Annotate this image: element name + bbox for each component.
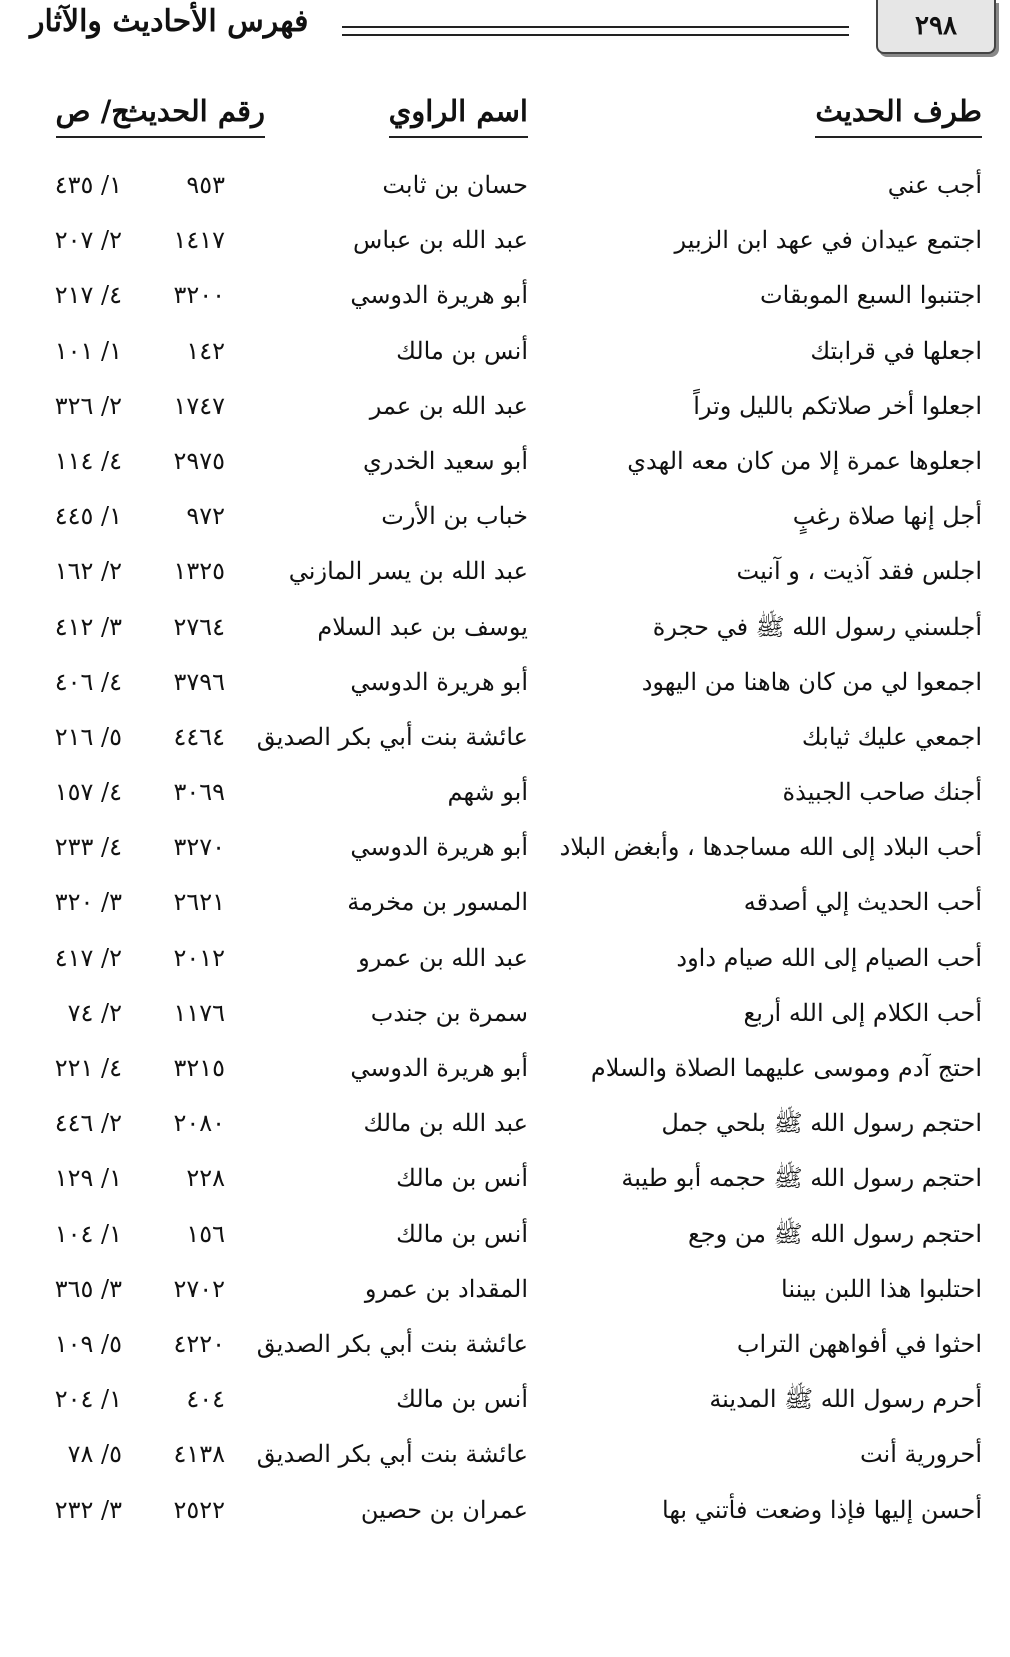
hadith-number: ٤٤٦٤ — [173, 722, 225, 751]
hadith-tarf: اجعلوا أخر صلاتكم بالليل وتراً — [693, 391, 982, 420]
volume-page: ٤/ ١١٤ — [54, 446, 122, 475]
table-row — [0, 268, 1010, 323]
table-body — [0, 158, 1010, 1538]
hadith-number: ٤١٣٨ — [173, 1440, 225, 1469]
table-header-row — [0, 86, 1010, 158]
hadith-number: ٩٥٣ — [186, 171, 225, 199]
narrator-name: خباب بن الأرت — [381, 502, 528, 531]
narrator-name: المقداد بن عمرو — [364, 1274, 528, 1303]
table-row — [0, 655, 1010, 710]
narrator-name: عائشة بنت أبي بكر الصديق — [256, 1440, 528, 1469]
narrator-name: عمران بن حصين — [360, 1495, 528, 1524]
volume-page: ٢/ ٧٤ — [67, 998, 122, 1027]
volume-page: ٢/ ٣٢٦ — [54, 391, 122, 420]
header-rule — [342, 26, 849, 36]
narrator-name: عائشة بنت أبي بكر الصديق — [256, 1329, 528, 1358]
hadith-tarf: احتلبوا هذا اللبن بيننا — [781, 1274, 982, 1303]
column-header-rawi: اسم الراوي — [389, 86, 528, 138]
narrator-name: أبو هريرة الدوسي — [350, 667, 528, 696]
volume-page: ٢/ ٤٤٦ — [54, 1109, 122, 1138]
volume-page: ٤/ ٢٢١ — [54, 1054, 122, 1082]
table-row — [0, 544, 1010, 599]
volume-page: ٥/ ٢١٦ — [54, 722, 122, 751]
hadith-index-table — [0, 86, 1010, 1538]
page-header — [0, 0, 1010, 60]
narrator-name: يوسف بن عبد السلام — [317, 612, 528, 641]
table-row — [0, 1262, 1010, 1317]
hadith-tarf: احتجم رسول الله ﷺ حجمه أبو طيبة — [621, 1164, 982, 1193]
hadith-number: ٣٧٩٦ — [173, 667, 225, 696]
hadith-number: ٩٧٢ — [186, 502, 225, 531]
hadith-number: ٣٠٦٩ — [173, 778, 225, 807]
table-row — [0, 1483, 1010, 1538]
table-row — [0, 489, 1010, 544]
narrator-name: عبد الله بن مالك — [363, 1109, 528, 1138]
table-row — [0, 1151, 1010, 1206]
hadith-number: ١١٧٦ — [173, 998, 225, 1027]
hadith-number: ٢٩٧٥ — [173, 446, 225, 475]
hadith-number: ٣٢٠٠ — [173, 281, 225, 310]
narrator-name: أنس بن مالك — [396, 336, 528, 365]
volume-page: ٣/ ٤١٢ — [54, 612, 122, 641]
volume-page: ١/ ١٠٤ — [54, 1219, 122, 1248]
column-header-number: رقم الحديث — [120, 86, 265, 138]
table-row — [0, 1041, 1010, 1096]
narrator-name: عبد الله بن عباس — [353, 226, 528, 255]
narrator-name: عائشة بنت أبي بكر الصديق — [256, 722, 528, 751]
table-row — [0, 765, 1010, 820]
table-row — [0, 158, 1010, 213]
narrator-name: أنس بن مالك — [396, 1385, 528, 1414]
volume-page: ٤/ ٢٣٣ — [54, 833, 122, 862]
narrator-name: عبد الله بن عمرو — [358, 943, 528, 972]
volume-page: ٤/ ١٥٧ — [54, 778, 122, 807]
table-row — [0, 820, 1010, 875]
column-header-tarf: طرف الحديث — [815, 86, 982, 138]
hadith-tarf: أجب عني — [887, 171, 982, 199]
hadith-tarf: اجتمع عيدان في عهد ابن الزبير — [674, 226, 982, 255]
table-row — [0, 379, 1010, 434]
hadith-number: ١٣٢٥ — [173, 557, 225, 586]
narrator-name: أبو سعيد الخدري — [363, 446, 528, 475]
hadith-number: ٢٠١٢ — [173, 943, 225, 972]
narrator-name: حسان بن ثابت — [382, 171, 528, 199]
narrator-name: أبو شهم — [447, 778, 528, 807]
hadith-tarf: أجنك صاحب الجبيذة — [782, 778, 982, 807]
volume-page: ٥/ ١٠٩ — [54, 1329, 122, 1358]
hadith-tarf: أحرورية أنت — [859, 1440, 982, 1469]
table-row — [0, 600, 1010, 655]
narrator-name: عبد الله بن يسر المازني — [288, 557, 528, 586]
volume-page: ٤/ ٢١٧ — [54, 281, 122, 310]
hadith-tarf: أجل إنها صلاة رغبٍ — [792, 502, 982, 531]
hadith-tarf: أجلسني رسول الله ﷺ في حجرة — [652, 612, 982, 641]
table-row — [0, 213, 1010, 268]
volume-page: ٢/ ٢٠٧ — [54, 226, 122, 255]
table-row — [0, 986, 1010, 1041]
page-number: ٢٩٨ — [876, 0, 996, 54]
hadith-number: ٤٢٢٠ — [173, 1329, 225, 1358]
volume-page: ١/ ١٠١ — [54, 336, 122, 365]
volume-page: ٥/ ٧٨ — [67, 1440, 122, 1469]
hadith-number: ٢٥٢٢ — [173, 1495, 225, 1524]
narrator-name: أنس بن مالك — [396, 1219, 528, 1248]
volume-page: ١/ ٤٣٥ — [54, 171, 122, 199]
hadith-tarf: اجعلها في قرابتك — [810, 336, 982, 365]
table-row — [0, 1372, 1010, 1427]
table-row — [0, 1317, 1010, 1372]
hadith-tarf: أحب البلاد إلى الله مساجدها ، وأبغض البلاد — [559, 833, 982, 862]
hadith-tarf: احتجم رسول الله ﷺ من وجع — [688, 1219, 982, 1248]
hadith-tarf: اجعلوها عمرة إلا من كان معه الهدي — [627, 446, 982, 475]
hadith-number: ٢٦٢١ — [173, 888, 225, 917]
table-row — [0, 710, 1010, 765]
hadith-number: ١٤١٧ — [173, 226, 225, 255]
volume-page: ٤/ ٤٠٦ — [54, 667, 122, 696]
hadith-number: ١٥٦ — [186, 1219, 225, 1248]
narrator-name: أبو هريرة الدوسي — [350, 281, 528, 310]
hadith-tarf: اجمعوا لي من كان هاهنا من اليهود — [641, 667, 982, 696]
table-row — [0, 1207, 1010, 1262]
hadith-number: ١٧٤٧ — [173, 391, 225, 420]
hadith-tarf: احتج آدم وموسى عليهما الصلاة والسلام — [590, 1054, 982, 1082]
narrator-name: عبد الله بن عمر — [369, 391, 528, 420]
table-row — [0, 324, 1010, 379]
narrator-name: أبو هريرة الدوسي — [350, 833, 528, 862]
hadith-number: ٢٧٠٢ — [173, 1274, 225, 1303]
volume-page: ١/ ٢٠٤ — [54, 1385, 122, 1414]
hadith-number: ٣٢١٥ — [173, 1054, 225, 1082]
narrator-name: أبو هريرة الدوسي — [350, 1054, 528, 1082]
hadith-tarf: اجلس فقد آذيت ، و آنيت — [736, 557, 982, 586]
hadith-tarf: احتجم رسول الله ﷺ بلحي جمل — [661, 1109, 982, 1138]
hadith-tarf: أحب الصيام إلى الله صيام داود — [676, 943, 982, 972]
hadith-number: ٢٠٨٠ — [173, 1109, 225, 1138]
hadith-tarf: احثوا في أفواههن التراب — [736, 1329, 982, 1358]
hadith-tarf: اجتنبوا السبع الموبقات — [760, 281, 982, 310]
table-row — [0, 931, 1010, 986]
hadith-tarf: أحب الكلام إلى الله أربع — [743, 998, 982, 1027]
narrator-name: سمرة بن جندب — [370, 998, 528, 1027]
volume-page: ٣/ ٢٣٢ — [54, 1495, 122, 1524]
hadith-number: ٣٢٧٠ — [173, 833, 225, 862]
volume-page: ٣/ ٣٦٥ — [54, 1274, 122, 1303]
table-row — [0, 434, 1010, 489]
hadith-tarf: أحرم رسول الله ﷺ المدينة — [709, 1385, 982, 1414]
hadith-tarf: أحب الحديث إلي أصدقه — [743, 888, 982, 917]
volume-page: ٢/ ٤١٧ — [54, 943, 122, 972]
hadith-number: ٤٠٤ — [186, 1385, 225, 1414]
hadith-tarf: اجمعي عليك ثيابك — [801, 722, 982, 751]
volume-page: ١/ ٤٤٥ — [54, 502, 122, 531]
column-header-volume-page: ج/ ص — [56, 86, 130, 138]
table-row — [0, 1096, 1010, 1151]
volume-page: ٢/ ١٦٢ — [54, 557, 122, 586]
hadith-number: ٢٢٨ — [186, 1164, 225, 1193]
volume-page: ١/ ١٢٩ — [54, 1164, 122, 1193]
table-row — [0, 1427, 1010, 1482]
hadith-number: ٢٧٦٤ — [173, 612, 225, 641]
narrator-name: أنس بن مالك — [396, 1164, 528, 1193]
narrator-name: المسور بن مخرمة — [347, 888, 528, 917]
volume-page: ٣/ ٣٢٠ — [54, 888, 122, 917]
table-row — [0, 875, 1010, 930]
hadith-number: ١٤٢ — [186, 336, 225, 365]
page-title: فهرس الأحاديث والآثار — [30, 4, 309, 39]
hadith-tarf: أحسن إليها فإذا وضعت فأتني بها — [662, 1495, 982, 1524]
